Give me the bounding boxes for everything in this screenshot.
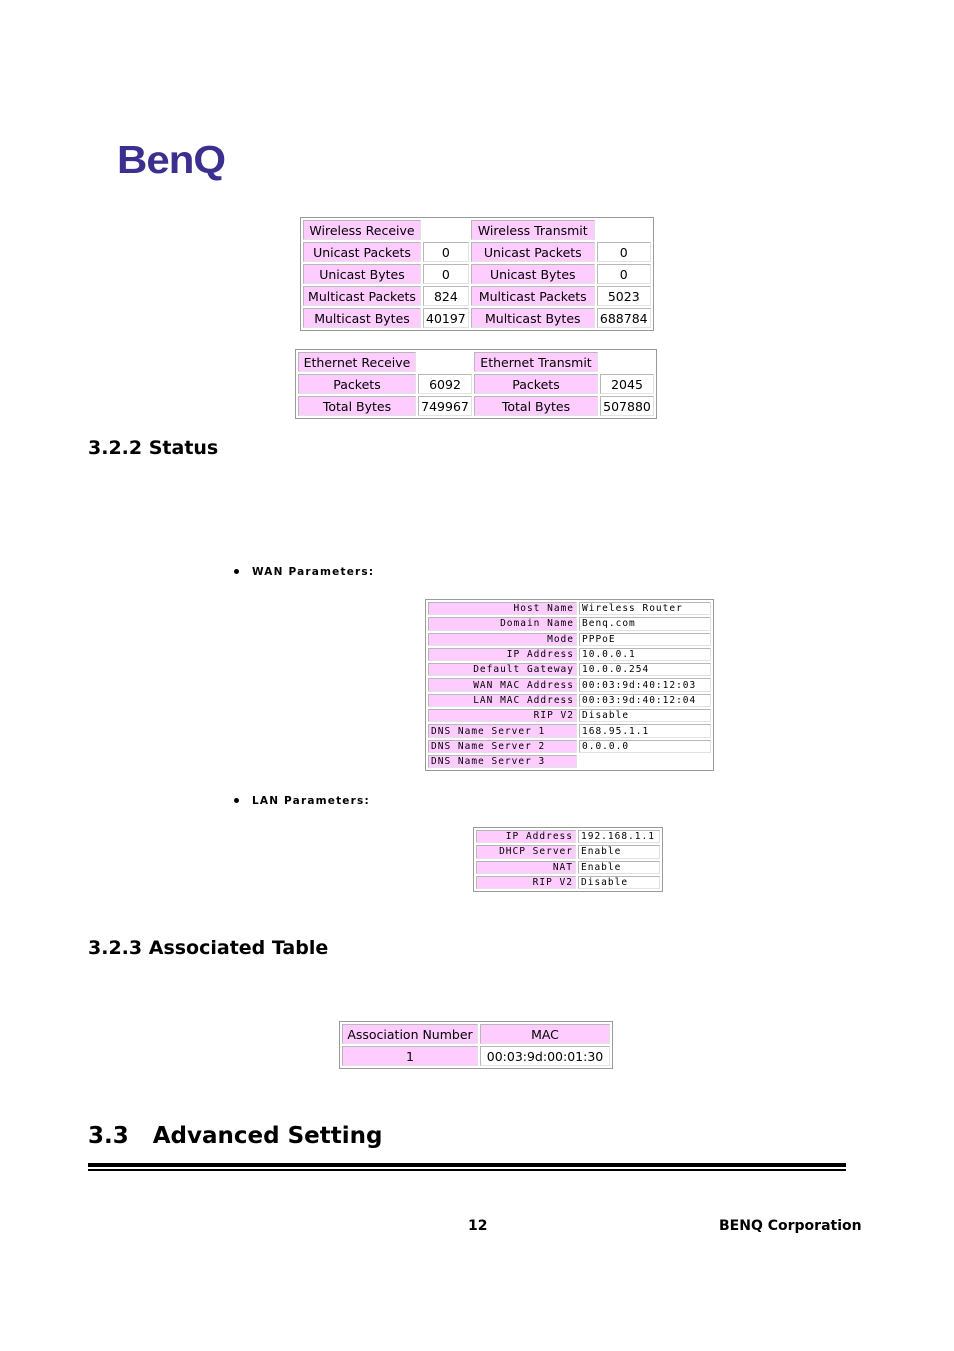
benq-logo: BenQ: [117, 137, 226, 182]
stat-label: Unicast Bytes: [471, 264, 595, 284]
table-row: [428, 755, 711, 768]
param-label: DNS Name Server 2: [428, 740, 577, 753]
param-label: RIP V2: [428, 709, 577, 722]
stat-value: 824: [423, 286, 469, 306]
table-row: [428, 678, 711, 691]
stat-label: Packets: [474, 374, 598, 394]
param-value: 10.0.0.1: [579, 648, 711, 661]
stat-value: 749967: [418, 396, 472, 416]
table-row: [303, 242, 651, 262]
association-table: [339, 1021, 613, 1069]
table-row: [476, 876, 660, 889]
param-value: 10.0.0.254: [579, 663, 711, 676]
stat-value: 40197: [423, 308, 469, 328]
stat-value: 507880: [600, 396, 654, 416]
param-label: DNS Name Server 3: [428, 755, 577, 768]
bullet-icon: [234, 569, 239, 574]
bullet-icon: [234, 798, 239, 803]
table-row: [428, 602, 711, 615]
stat-value: 0: [597, 242, 651, 262]
page-number: 12: [468, 1218, 488, 1234]
param-label: DNS Name Server 1: [428, 724, 577, 737]
ethernet-transmit-header: Ethernet Transmit: [474, 352, 598, 372]
param-value: 168.95.1.1: [579, 724, 711, 737]
param-label: Domain Name: [428, 617, 577, 630]
table-row: [303, 264, 651, 284]
param-label: NAT: [476, 861, 576, 874]
table-row: [428, 724, 711, 737]
table-row: [298, 396, 654, 416]
param-value: 00:03:9d:40:12:03: [579, 678, 711, 691]
wan-parameters-label: WAN Parameters:: [234, 566, 374, 578]
heading-rule-thick: [88, 1163, 846, 1167]
association-number-cell: 1: [342, 1046, 478, 1066]
table-row: [476, 830, 660, 843]
stat-value: 688784: [597, 308, 651, 328]
param-value: PPPoE: [579, 633, 711, 646]
table-row: [428, 633, 711, 646]
table-row: [428, 740, 711, 753]
param-value: 0.0.0.0: [579, 740, 711, 753]
association-number-header: Association Number: [342, 1024, 478, 1044]
table-row: [428, 709, 711, 722]
param-value: Enable: [578, 861, 660, 874]
section-heading-status: 3.2.2 Status: [88, 437, 219, 459]
table-row: [428, 648, 711, 661]
param-value: 00:03:9d:40:12:04: [579, 694, 711, 707]
table-row: [428, 663, 711, 676]
table-row: [428, 617, 711, 630]
param-value: Wireless Router: [579, 602, 711, 615]
param-label: Mode: [428, 633, 577, 646]
stat-label: Unicast Packets: [471, 242, 595, 262]
stat-label: Multicast Bytes: [303, 308, 421, 328]
stat-value: 0: [423, 242, 469, 262]
stat-value: 0: [597, 264, 651, 284]
stat-label: Total Bytes: [474, 396, 598, 416]
param-label: WAN MAC Address: [428, 678, 577, 691]
section-heading-associated-table: 3.2.3 Associated Table: [88, 937, 329, 959]
stat-label: Packets: [298, 374, 416, 394]
table-row: [303, 308, 651, 328]
param-value: Enable: [578, 845, 660, 858]
param-label: DHCP Server: [476, 845, 576, 858]
stat-value: 6092: [418, 374, 472, 394]
param-value: [579, 755, 711, 768]
ethernet-receive-header: Ethernet Receive: [298, 352, 416, 372]
table-row: [298, 374, 654, 394]
param-label: Host Name: [428, 602, 577, 615]
param-label: LAN MAC Address: [428, 694, 577, 707]
mac-header: MAC: [480, 1024, 610, 1044]
stat-value: 0: [423, 264, 469, 284]
param-label: RIP V2: [476, 876, 576, 889]
stat-value: 5023: [597, 286, 651, 306]
param-value: Disable: [579, 709, 711, 722]
stat-label: Multicast Packets: [303, 286, 421, 306]
param-label: IP Address: [476, 830, 576, 843]
param-value: 192.168.1.1: [578, 830, 660, 843]
stat-label: Multicast Bytes: [471, 308, 595, 328]
stat-value: 2045: [600, 374, 654, 394]
ethernet-stats-table: [295, 349, 657, 419]
mac-cell: 00:03:9d:00:01:30: [480, 1046, 610, 1066]
stat-label: Unicast Bytes: [303, 264, 421, 284]
param-label: IP Address: [428, 648, 577, 661]
table-row: [428, 694, 711, 707]
wan-parameters-table: [425, 599, 714, 771]
footer-company: BENQ Corporation: [719, 1218, 862, 1234]
table-row: [303, 286, 651, 306]
table-row: [476, 861, 660, 874]
lan-parameters-table: [473, 827, 663, 892]
stat-label: Multicast Packets: [471, 286, 595, 306]
param-value: Benq.com: [579, 617, 711, 630]
stat-label: Total Bytes: [298, 396, 416, 416]
table-row: [476, 845, 660, 858]
section-heading-advanced-setting: 3.3 Advanced Setting: [88, 1123, 383, 1149]
wireless-receive-header: Wireless Receive: [303, 220, 421, 240]
wireless-stats-table: [300, 217, 654, 331]
table-row: [342, 1046, 610, 1066]
heading-rule-thin: [88, 1169, 846, 1171]
param-value: Disable: [578, 876, 660, 889]
stat-label: Unicast Packets: [303, 242, 421, 262]
wireless-transmit-header: Wireless Transmit: [471, 220, 595, 240]
lan-parameters-label: LAN Parameters:: [234, 795, 370, 807]
param-label: Default Gateway: [428, 663, 577, 676]
